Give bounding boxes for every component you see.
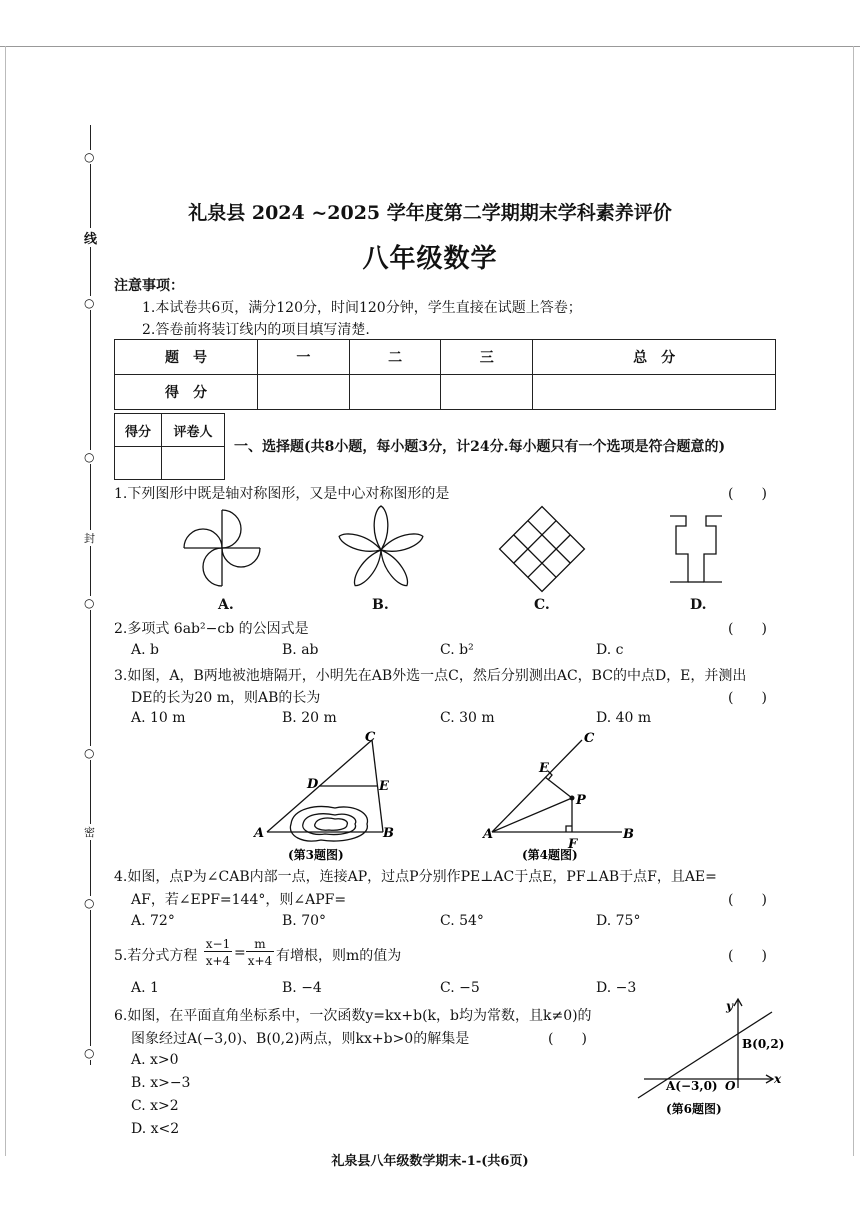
fig3-label-b: B [383,826,394,841]
score-cell: 题 号 [115,340,258,375]
q1-option-c: C. [534,597,550,613]
q2-stem: 2.多项式 6ab²−cb 的公因式是 [114,621,309,637]
grader-header-score: 得分 [115,414,162,447]
q3-option-c: C. 30 m [440,710,495,726]
page-top-border [0,46,860,47]
q6-stem-line2: 图象经过A(−3,0)、B(0,2)两点，则kx+b>0的解集是 [131,1031,470,1047]
q6-option-b: B. x>−3 [131,1075,191,1091]
q1-figure-c-diamond-lattice [497,504,587,594]
binding-label-mi: 密 [84,826,95,839]
binding-circle: ○ [84,596,95,610]
q4-answer-bracket[interactable]: ( ) [728,892,767,908]
notes-label: 注意事项： [114,278,184,294]
fig4-label-e: E [539,761,549,776]
q4-stem-line2: AF，若∠EPF=144°，则∠APF= [131,892,347,908]
grader-table [114,413,225,480]
fig4-caption: (第4题图) [522,848,578,862]
fig6-label-origin: O [725,1079,736,1093]
score-cell: 总 分 [533,340,776,375]
q4-option-b: B. 70° [282,913,327,929]
fig4-label-c: C [584,731,595,746]
fig6-label-point-b: B(0,2) [742,1037,785,1051]
grader-reviewer-cell[interactable] [162,447,225,480]
q5-stem-end: 有增根，则m的值为 [276,948,402,964]
q5-equals: = [234,945,246,961]
q4-option-a: A. 72° [131,913,175,929]
q2-option-c: C. b² [440,642,474,658]
q5-option-d: D. −3 [596,980,637,996]
score-table [114,339,776,410]
q5-fraction2-numerator: m [246,937,274,952]
fig6-label-x: x [774,1072,782,1086]
binding-circle: ○ [84,746,95,760]
q1-option-d: D. [690,597,707,613]
binding-circle: ○ [84,896,95,910]
score-table-header-row [115,340,776,375]
q1-answer-bracket[interactable]: ( ) [728,486,767,502]
q3-stem-line2: DE的长为20 m，则AB的长为 [131,690,321,706]
grader-score-cell[interactable] [115,447,162,480]
fig3-label-e: E [379,779,389,794]
binding-label-xian: 线 [84,228,97,247]
q3-option-a: A. 10 m [131,710,186,726]
fig3-caption: (第3题图) [288,848,344,862]
score-input-cell[interactable] [349,375,441,410]
fig4-label-f: F [568,837,578,852]
q5-answer-bracket[interactable]: ( ) [728,948,767,964]
q2-answer-bracket[interactable]: ( ) [728,621,767,637]
q5-fraction1-numerator: x−1 [205,937,231,951]
section1-heading: 一、选择题(共8小题，每小题3分，计24分.每小题只有一个选项是符合题意的) [234,439,726,455]
q5-stem-start: 5.若分式方程 [114,948,198,964]
exam-subject: 八年级数学 [362,244,498,274]
q5-fraction2-denominator: x+4 [247,954,273,968]
q6-answer-bracket[interactable]: ( ) [548,1031,587,1047]
binding-circle: ○ [84,450,95,464]
q4-option-d: D. 75° [596,913,641,929]
figure-4-angle-bisector [482,728,642,868]
fig4-label-p: P [576,793,586,808]
page-footer: 礼泉县八年级数学期末-1-(共6页) [331,1154,529,1169]
q6-option-d: D. x<2 [131,1121,180,1137]
q5-option-a: A. 1 [131,980,159,996]
fig3-label-c: C [365,730,376,745]
q3-option-b: B. 20 m [282,710,337,726]
q1-figure-a-pinwheel [182,508,262,588]
figure-6-coordinate-graph [632,996,792,1126]
q1-option-b: B. [372,597,389,613]
q4-option-c: C. 54° [440,913,484,929]
note-item-1: 1.本试卷共6页，满分120分，时间120分钟，学生直接在试题上答卷； [142,300,582,316]
score-input-cell[interactable] [533,375,776,410]
fig3-label-d: D [307,777,319,792]
score-cell: 得 分 [115,375,258,410]
score-table-score-row [115,375,776,410]
q3-answer-bracket[interactable]: ( ) [728,690,767,706]
score-cell: 二 [349,340,441,375]
q2-option-a: A. b [131,642,159,658]
q5-option-c: C. −5 [440,980,480,996]
exam-title: 礼泉县 2024 ~2025 学年度第二学期期末学科素养评价 [188,202,672,224]
fig4-label-b: B [623,827,634,842]
q3-stem-line1: 3.如图，A，B两地被池塘隔开，小明先在AB外选一点C，然后分别测出AC，BC的中点D，E，并测出 [114,668,747,684]
fig6-caption: (第6题图) [666,1102,722,1116]
score-cell: 三 [441,340,533,375]
q6-option-c: C. x>2 [131,1098,179,1114]
fig6-label-y: y [726,999,733,1013]
q6-option-a: A. x>0 [131,1052,179,1068]
q1-figure-b-five-petal-flower [336,503,426,593]
q1-stem: 1.下列图形中既是轴对称图形，又是中心对称图形的是 [114,486,450,502]
score-input-cell[interactable] [441,375,533,410]
figure-3-pond-triangle [255,728,415,868]
fig4-label-a: A [483,827,494,842]
binding-label-feng: 封 [84,532,95,545]
q6-stem-line1: 6.如图，在平面直角坐标系中，一次函数y=kx+b(k，b均为常数，且k≠0)的 [114,1008,592,1024]
binding-circle: ○ [84,150,95,164]
q4-stem-line1: 4.如图，点P为∠CAB内部一点，连接AP，过点P分别作PE⊥AC于点E，PF⊥AB于点F，且AE= [114,869,717,885]
q3-option-d: D. 40 m [596,710,652,726]
q1-figure-d-bracket-shape [666,514,726,584]
fig6-label-point-a: A(−3,0) [666,1079,718,1093]
score-input-cell[interactable] [258,375,350,410]
binding-circle: ○ [84,296,95,310]
q2-option-b: B. ab [282,642,319,658]
fig3-label-a: A [254,826,265,841]
binding-circle: ○ [84,1046,95,1060]
q1-option-a: A. [218,597,234,613]
score-cell: 一 [258,340,350,375]
grader-header-reviewer: 评卷人 [162,414,225,447]
note-item-2: 2.答卷前将装订线内的项目填写清楚. [142,322,370,338]
q2-option-d: D. c [596,642,624,658]
q5-fraction1-denominator: x+4 [205,954,231,968]
q5-option-b: B. −4 [282,980,322,996]
